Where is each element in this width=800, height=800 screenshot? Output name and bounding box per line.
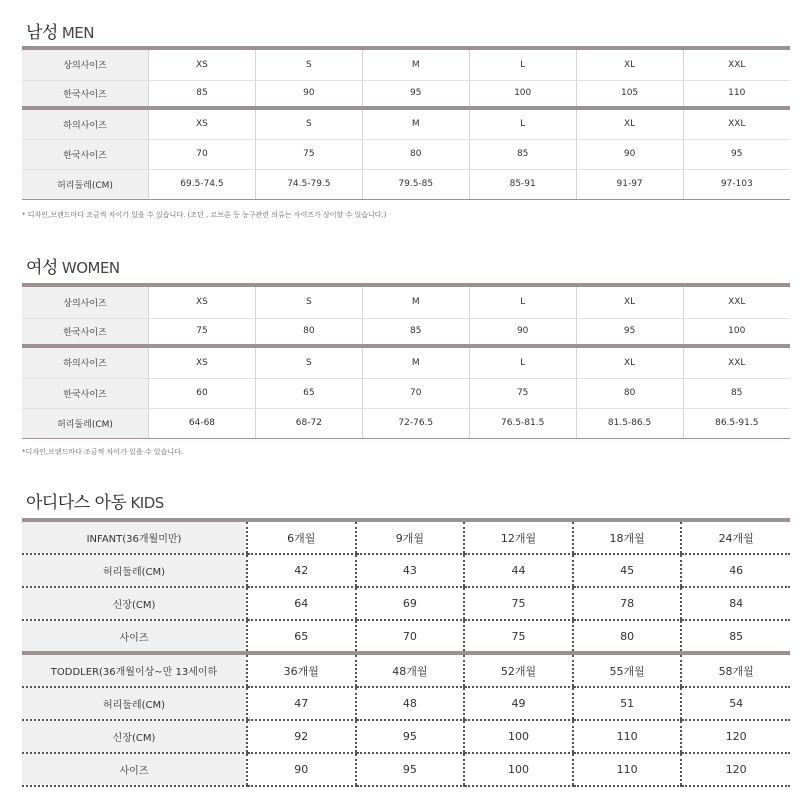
table-cell: 91-97 — [576, 169, 683, 199]
table-cell: 95 — [683, 139, 790, 169]
table-cell: 65 — [255, 378, 362, 408]
row-label: 신장(CM) — [22, 720, 247, 753]
table-cell: 80 — [576, 378, 683, 408]
table-cell: 95 — [576, 318, 683, 346]
table-cell: 85 — [362, 318, 469, 346]
table-cell: 69 — [356, 587, 465, 620]
table-cell: L — [469, 346, 576, 378]
table-cell: 48 — [356, 687, 465, 720]
row-label: 사이즈 — [22, 620, 247, 653]
table-cell: S — [255, 48, 362, 80]
table-cell: 9개월 — [356, 520, 465, 554]
table-cell: 68-72 — [255, 408, 362, 438]
men-title-ko: 남성 — [26, 23, 58, 43]
table-cell: L — [469, 285, 576, 318]
kids-infant-header-row — [22, 520, 790, 554]
table-cell: 110 — [683, 80, 790, 108]
men-waist-row — [22, 169, 790, 199]
kids-title-en: KIDS — [130, 494, 164, 512]
table-cell: 95 — [356, 720, 465, 753]
kids-toddler-height-row — [22, 720, 790, 753]
table-cell: 90 — [247, 753, 356, 786]
women-note: *디자인,브랜드마다 조금씩 차이가 있을 수 있습니다. — [22, 448, 184, 456]
table-cell: M — [362, 346, 469, 378]
table-cell: 46 — [681, 554, 790, 587]
table-cell: S — [255, 285, 362, 318]
table-cell: 90 — [469, 318, 576, 346]
table-cell: 75 — [464, 587, 573, 620]
table-cell: 6개월 — [247, 520, 356, 554]
men-section-title — [26, 18, 94, 43]
table-cell: 24개월 — [681, 520, 790, 554]
row-label: INFANT(36개월미만) — [22, 520, 247, 554]
table-cell: 65 — [247, 620, 356, 653]
table-cell: 80 — [573, 620, 682, 653]
table-cell: 92 — [247, 720, 356, 753]
table-cell: 95 — [356, 753, 465, 786]
table-cell: 90 — [576, 139, 683, 169]
table-cell: 70 — [356, 620, 465, 653]
table-cell: 75 — [469, 378, 576, 408]
women-top-korean-row — [22, 318, 790, 346]
table-cell: 70 — [149, 139, 256, 169]
table-cell: 64-68 — [149, 408, 256, 438]
table-cell: 110 — [573, 753, 682, 786]
table-cell: 60 — [149, 378, 256, 408]
row-label: 상의사이즈 — [22, 285, 149, 318]
kids-toddler-header-row — [22, 653, 790, 687]
table-cell: 100 — [469, 80, 576, 108]
table-cell: 70 — [362, 378, 469, 408]
table-cell: 36개월 — [247, 653, 356, 687]
table-cell: M — [362, 108, 469, 139]
table-cell: 85 — [683, 378, 790, 408]
women-bottom-size-row — [22, 346, 790, 378]
table-cell: 120 — [681, 753, 790, 786]
table-cell: 80 — [255, 318, 362, 346]
kids-infant-height-row — [22, 587, 790, 620]
table-cell: 69.5-74.5 — [149, 169, 256, 199]
table-cell: XL — [576, 108, 683, 139]
table-cell: 79.5-85 — [362, 169, 469, 199]
table-cell: 55개월 — [573, 653, 682, 687]
kids-section-title — [26, 488, 164, 513]
kids-toddler-size-row — [22, 753, 790, 786]
table-cell: XS — [149, 48, 256, 80]
men-bottom-korean-row — [22, 139, 790, 169]
table-cell: 90 — [255, 80, 362, 108]
row-label: 허리둘레(CM) — [22, 408, 149, 438]
row-label: 한국사이즈 — [22, 139, 149, 169]
table-cell: 48개월 — [356, 653, 465, 687]
men-note: * 디자인,브랜드마다 조금씩 차이가 있을 수 있습니다. (조던 , 르브론 등 농구관련 의류는 사이즈가 상이할 수 있습니다.) — [22, 211, 387, 219]
row-label: 허리둘레(CM) — [22, 687, 247, 720]
table-cell: 78 — [573, 587, 682, 620]
table-cell: 75 — [149, 318, 256, 346]
table-cell: XS — [149, 285, 256, 318]
row-label: 하의사이즈 — [22, 346, 149, 378]
table-cell: 52개월 — [464, 653, 573, 687]
table-cell: S — [255, 346, 362, 378]
table-cell: 47 — [247, 687, 356, 720]
table-cell: 86.5-91.5 — [683, 408, 790, 438]
table-cell: 100 — [464, 753, 573, 786]
row-label: TODDLER(36개월이상~만 13세이하 — [22, 653, 247, 687]
table-cell: 44 — [464, 554, 573, 587]
table-cell: 110 — [573, 720, 682, 753]
table-cell: 84 — [681, 587, 790, 620]
women-section-title — [26, 253, 120, 278]
table-cell: XXL — [683, 48, 790, 80]
men-bottom-size-row — [22, 108, 790, 139]
kids-toddler-waist-row — [22, 687, 790, 720]
table-cell: M — [362, 48, 469, 80]
women-waist-row — [22, 408, 790, 438]
table-cell: 85 — [469, 139, 576, 169]
table-cell: 42 — [247, 554, 356, 587]
table-cell: 18개월 — [573, 520, 682, 554]
row-label: 상의사이즈 — [22, 48, 149, 80]
men-top-korean-row — [22, 80, 790, 108]
table-cell: XS — [149, 108, 256, 139]
row-label: 허리둘레(CM) — [22, 169, 149, 199]
table-cell: 105 — [576, 80, 683, 108]
table-cell: 95 — [362, 80, 469, 108]
table-cell: 43 — [356, 554, 465, 587]
women-title-en: WOMEN — [61, 259, 120, 277]
table-cell: 85-91 — [469, 169, 576, 199]
table-cell: 120 — [681, 720, 790, 753]
row-label: 하의사이즈 — [22, 108, 149, 139]
women-title-ko: 여성 — [26, 258, 58, 278]
table-cell: 75 — [464, 620, 573, 653]
men-top-size-row — [22, 48, 790, 80]
table-cell: XXL — [683, 346, 790, 378]
table-cell: 76.5-81.5 — [469, 408, 576, 438]
table-cell: 85 — [681, 620, 790, 653]
men-title-en: MEN — [61, 24, 94, 42]
table-cell: S — [255, 108, 362, 139]
table-cell: XL — [576, 346, 683, 378]
table-cell: 85 — [149, 80, 256, 108]
table-cell: 12개월 — [464, 520, 573, 554]
table-cell: L — [469, 108, 576, 139]
table-cell: 58개월 — [681, 653, 790, 687]
table-cell: 49 — [464, 687, 573, 720]
men-size-table — [22, 46, 790, 200]
table-cell: 72-76.5 — [362, 408, 469, 438]
table-cell: 45 — [573, 554, 682, 587]
table-cell: 64 — [247, 587, 356, 620]
kids-size-table — [22, 518, 790, 787]
table-cell: 81.5-86.5 — [576, 408, 683, 438]
kids-title-ko: 아디다스 아동 — [26, 493, 127, 513]
women-top-size-row — [22, 285, 790, 318]
table-cell: XL — [576, 285, 683, 318]
kids-infant-waist-row — [22, 554, 790, 587]
table-cell: M — [362, 285, 469, 318]
row-label: 한국사이즈 — [22, 378, 149, 408]
table-cell: XXL — [683, 108, 790, 139]
table-cell: L — [469, 48, 576, 80]
table-cell: 54 — [681, 687, 790, 720]
kids-infant-size-row — [22, 620, 790, 653]
table-cell: XL — [576, 48, 683, 80]
table-cell: 75 — [255, 139, 362, 169]
row-label: 사이즈 — [22, 753, 247, 786]
table-cell: XXL — [683, 285, 790, 318]
table-cell: 97-103 — [683, 169, 790, 199]
table-cell: 80 — [362, 139, 469, 169]
table-cell: XS — [149, 346, 256, 378]
row-label: 한국사이즈 — [22, 318, 149, 346]
row-label: 허리둘레(CM) — [22, 554, 247, 587]
table-cell: 51 — [573, 687, 682, 720]
women-bottom-korean-row — [22, 378, 790, 408]
row-label: 신장(CM) — [22, 587, 247, 620]
row-label: 한국사이즈 — [22, 80, 149, 108]
table-cell: 100 — [683, 318, 790, 346]
table-cell: 100 — [464, 720, 573, 753]
women-size-table — [22, 283, 790, 439]
table-cell: 74.5-79.5 — [255, 169, 362, 199]
